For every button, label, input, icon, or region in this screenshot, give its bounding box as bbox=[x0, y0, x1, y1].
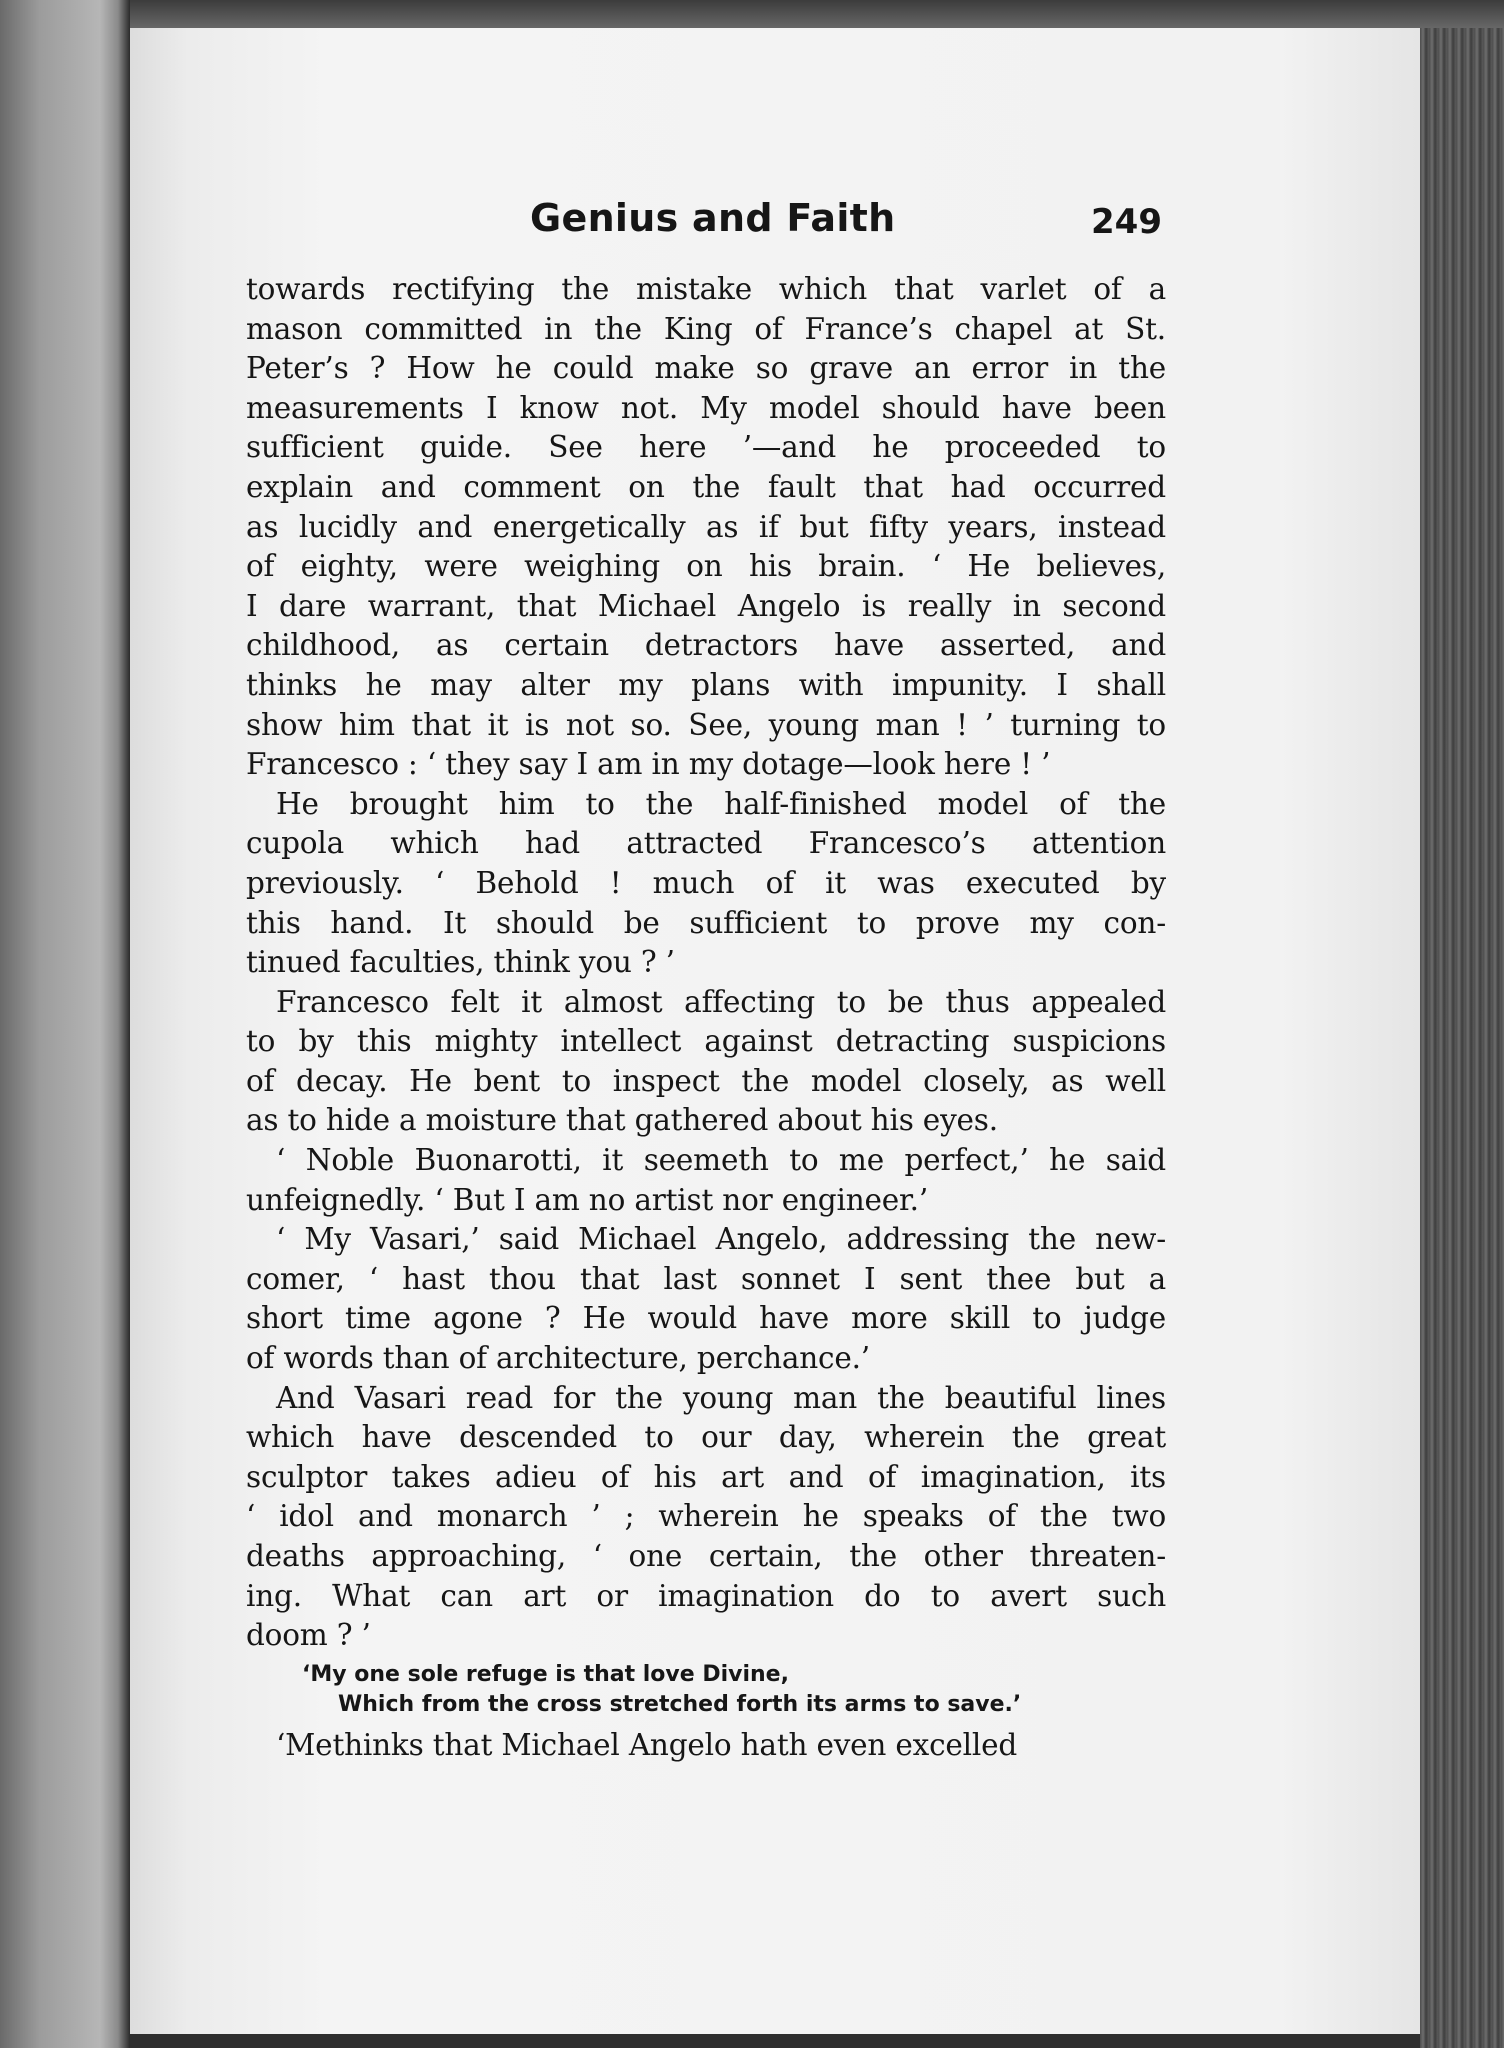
paragraph-line: sufficient guide. See here ’—and he proceeded to bbox=[246, 430, 1166, 465]
verse-line: ‘My one sole refuge is that love Divine, bbox=[302, 1661, 789, 1687]
paragraph-line: ‘ idol and monarch ’ ; wherein he speaks of the two bbox=[246, 1499, 1166, 1534]
paragraph-line: Francesco : ‘ they say I am in my dotage—look here ! ’ bbox=[246, 747, 1051, 782]
paragraph-line: childhood, as certain detractors have asserted, and bbox=[246, 628, 1166, 663]
paragraph-line: deaths approaching, ‘ one certain, the other threaten- bbox=[246, 1539, 1166, 1573]
verse-line: Which from the cross stretched forth its arms to save.’ bbox=[338, 1691, 1022, 1717]
scan-top-edge bbox=[0, 0, 1504, 30]
paragraph-line: Francesco felt it almost affecting to be thus appealed bbox=[276, 984, 1166, 1019]
paragraph-line: measurements I know not. My model should have been bbox=[246, 390, 1166, 425]
paragraph-line: ‘Methinks that Michael Angelo hath even excelled bbox=[276, 1727, 1018, 1762]
paragraph-line: He brought him to the half-finished model of the bbox=[276, 786, 1166, 821]
paragraph-line: And Vasari read for the young man the beautiful lines bbox=[276, 1380, 1166, 1415]
running-head: Genius and Faith bbox=[530, 196, 896, 240]
paragraph-line: of eighty, were weighing on his brain. ‘ He believes, bbox=[246, 549, 1166, 584]
paragraph bbox=[246, 983, 1166, 1141]
final-paragraph bbox=[246, 1726, 1166, 1766]
paragraph-line: I dare warrant, that Michael Angelo is really in second bbox=[246, 588, 1166, 623]
paragraph-line: show him that it is not so. See, young man ! ’ turning to bbox=[246, 707, 1166, 742]
body-text bbox=[246, 270, 1166, 1656]
page-header bbox=[246, 196, 1166, 256]
paragraph bbox=[246, 785, 1166, 983]
paragraph-line: ‘ Noble Buonarotti, it seemeth to me perfect,’ he said bbox=[276, 1143, 1166, 1178]
paragraph bbox=[246, 1220, 1166, 1378]
verse-quotation bbox=[246, 1660, 1166, 1720]
paragraph-line: mason committed in the King of France’s chapel at St. bbox=[246, 311, 1166, 346]
book-gutter bbox=[0, 0, 130, 2048]
paragraph-line: as lucidly and energetically as if but fifty years, instead bbox=[246, 509, 1166, 544]
paragraph-line: explain and comment on the fault that had occurred bbox=[246, 469, 1166, 504]
paragraph-line: doom ? ’ bbox=[246, 1618, 371, 1653]
paragraph-line: as to hide a moisture that gathered about his eyes. bbox=[246, 1103, 998, 1138]
paragraph-line: sculptor takes adieu of his art and of imagination, its bbox=[246, 1459, 1166, 1494]
paragraph-line: to by this mighty intellect against detracting suspicions bbox=[246, 1024, 1166, 1059]
paragraph-line: unfeignedly. ‘ But I am no artist nor engineer.’ bbox=[246, 1182, 929, 1217]
page-block-edges bbox=[1420, 28, 1504, 2048]
paragraph-line: ‘ My Vasari,’ said Michael Angelo, addressing the new- bbox=[276, 1222, 1166, 1257]
paragraph-line: this hand. It should be sufficient to prove my con- bbox=[246, 905, 1166, 940]
paragraph-line: tinued faculties, think you ? ’ bbox=[246, 945, 675, 980]
paragraph bbox=[246, 1379, 1166, 1656]
paragraph-line: which have descended to our day, wherein the great bbox=[246, 1420, 1166, 1455]
paragraph-line: Peter’s ? How he could make so grave an error in the bbox=[246, 351, 1166, 386]
paragraph-line: thinks he may alter my plans with impunity. I shall bbox=[246, 667, 1166, 702]
paragraph-line: of decay. He bent to inspect the model closely, as well bbox=[246, 1063, 1166, 1098]
paragraph bbox=[246, 1141, 1166, 1220]
page-text bbox=[246, 196, 1166, 1765]
paragraph-line: previously. ‘ Behold ! much of it was executed by bbox=[246, 865, 1166, 900]
paragraph-line: comer, ‘ hast thou that last sonnet I sent thee but a bbox=[246, 1261, 1166, 1296]
paragraph-line: ing. What can art or imagination do to avert such bbox=[246, 1578, 1166, 1613]
page-number: 249 bbox=[1091, 202, 1162, 242]
paragraph-line: of words than of architecture, perchance.’ bbox=[246, 1341, 870, 1376]
paragraph-line: cupola which had attracted Francesco’s attention bbox=[246, 826, 1166, 861]
paragraph-line: short time agone ? He would have more skill to judge bbox=[246, 1301, 1166, 1336]
paragraph-line: towards rectifying the mistake which that varlet of a bbox=[246, 272, 1166, 306]
paragraph bbox=[246, 270, 1166, 785]
